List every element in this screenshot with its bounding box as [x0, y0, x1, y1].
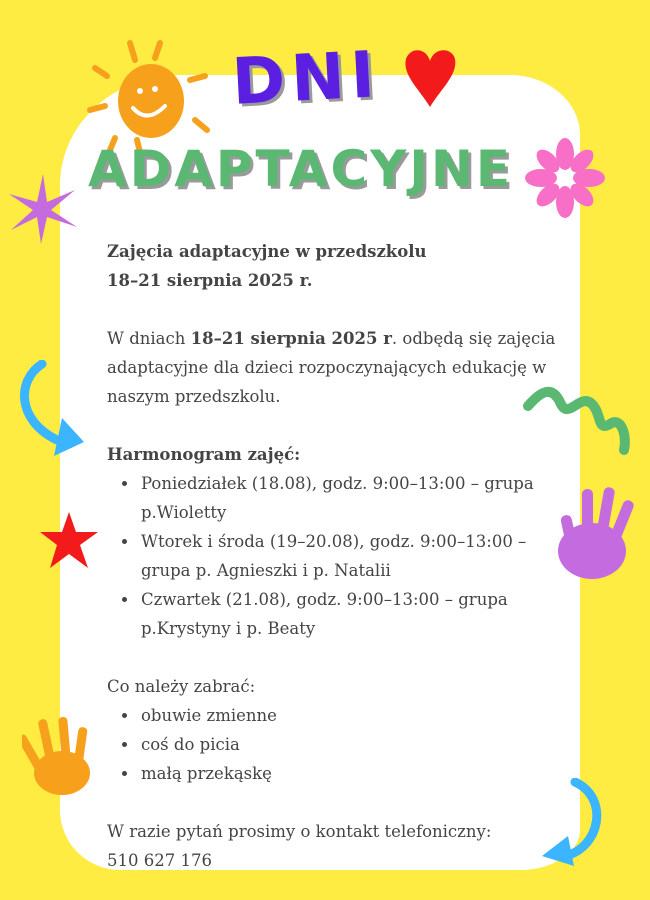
- heading-line-1: Zajęcia adaptacyjne w przedszkolu: [107, 242, 427, 261]
- heading-line-2: 18–21 sierpnia 2025 r.: [107, 271, 313, 290]
- list-item: • Czwartek (21.08), godz. 9:00–13:00 – grupa p.Krystyny i p. Beaty: [139, 585, 557, 643]
- list-item: • Wtorek i środa (19–20.08), godz. 9:00–13:00 – grupa p. Agnieszki i p. Natalii: [139, 527, 557, 585]
- list-item: • Poniedziałek (18.08), godz. 9:00–13:00 – grupa p.Wioletty: [139, 469, 557, 527]
- sparkle-icon: [5, 172, 80, 247]
- bring-heading: Co należy zabrać:: [107, 677, 256, 696]
- intro-suffix: . odbędą się zajęcia adaptacyjne dla dzieci rozpoczynających edukację w naszym przedszkolu.: [107, 329, 556, 406]
- title-line-1: DNI: [230, 38, 383, 120]
- intro-date: 18–21 sierpnia 2025 r: [190, 329, 392, 348]
- intro-paragraph: [107, 324, 557, 411]
- schedule-list: [107, 469, 557, 643]
- arrow-icon: [12, 360, 84, 460]
- content: [107, 237, 557, 875]
- contact-phone: 510 627 176: [107, 851, 212, 870]
- hand-icon: [22, 715, 94, 795]
- intro-prefix: W dniach: [107, 329, 191, 348]
- list-item: • obuwie zmienne: [139, 701, 557, 730]
- bring-list: [107, 701, 557, 788]
- contact-text: W razie pytań prosimy o kontakt telefoniczny:: [107, 822, 492, 841]
- hand-icon: [552, 485, 642, 580]
- star-icon: [38, 510, 100, 570]
- heart-icon: [400, 45, 460, 110]
- title-line-2: ADAPTACYJNE: [88, 140, 513, 198]
- schedule-heading: Harmonogram zajęć:: [107, 445, 301, 464]
- list-item: • małą przekąskę: [139, 759, 557, 788]
- list-item: • coś do picia: [139, 730, 557, 759]
- flower-icon: [525, 138, 605, 218]
